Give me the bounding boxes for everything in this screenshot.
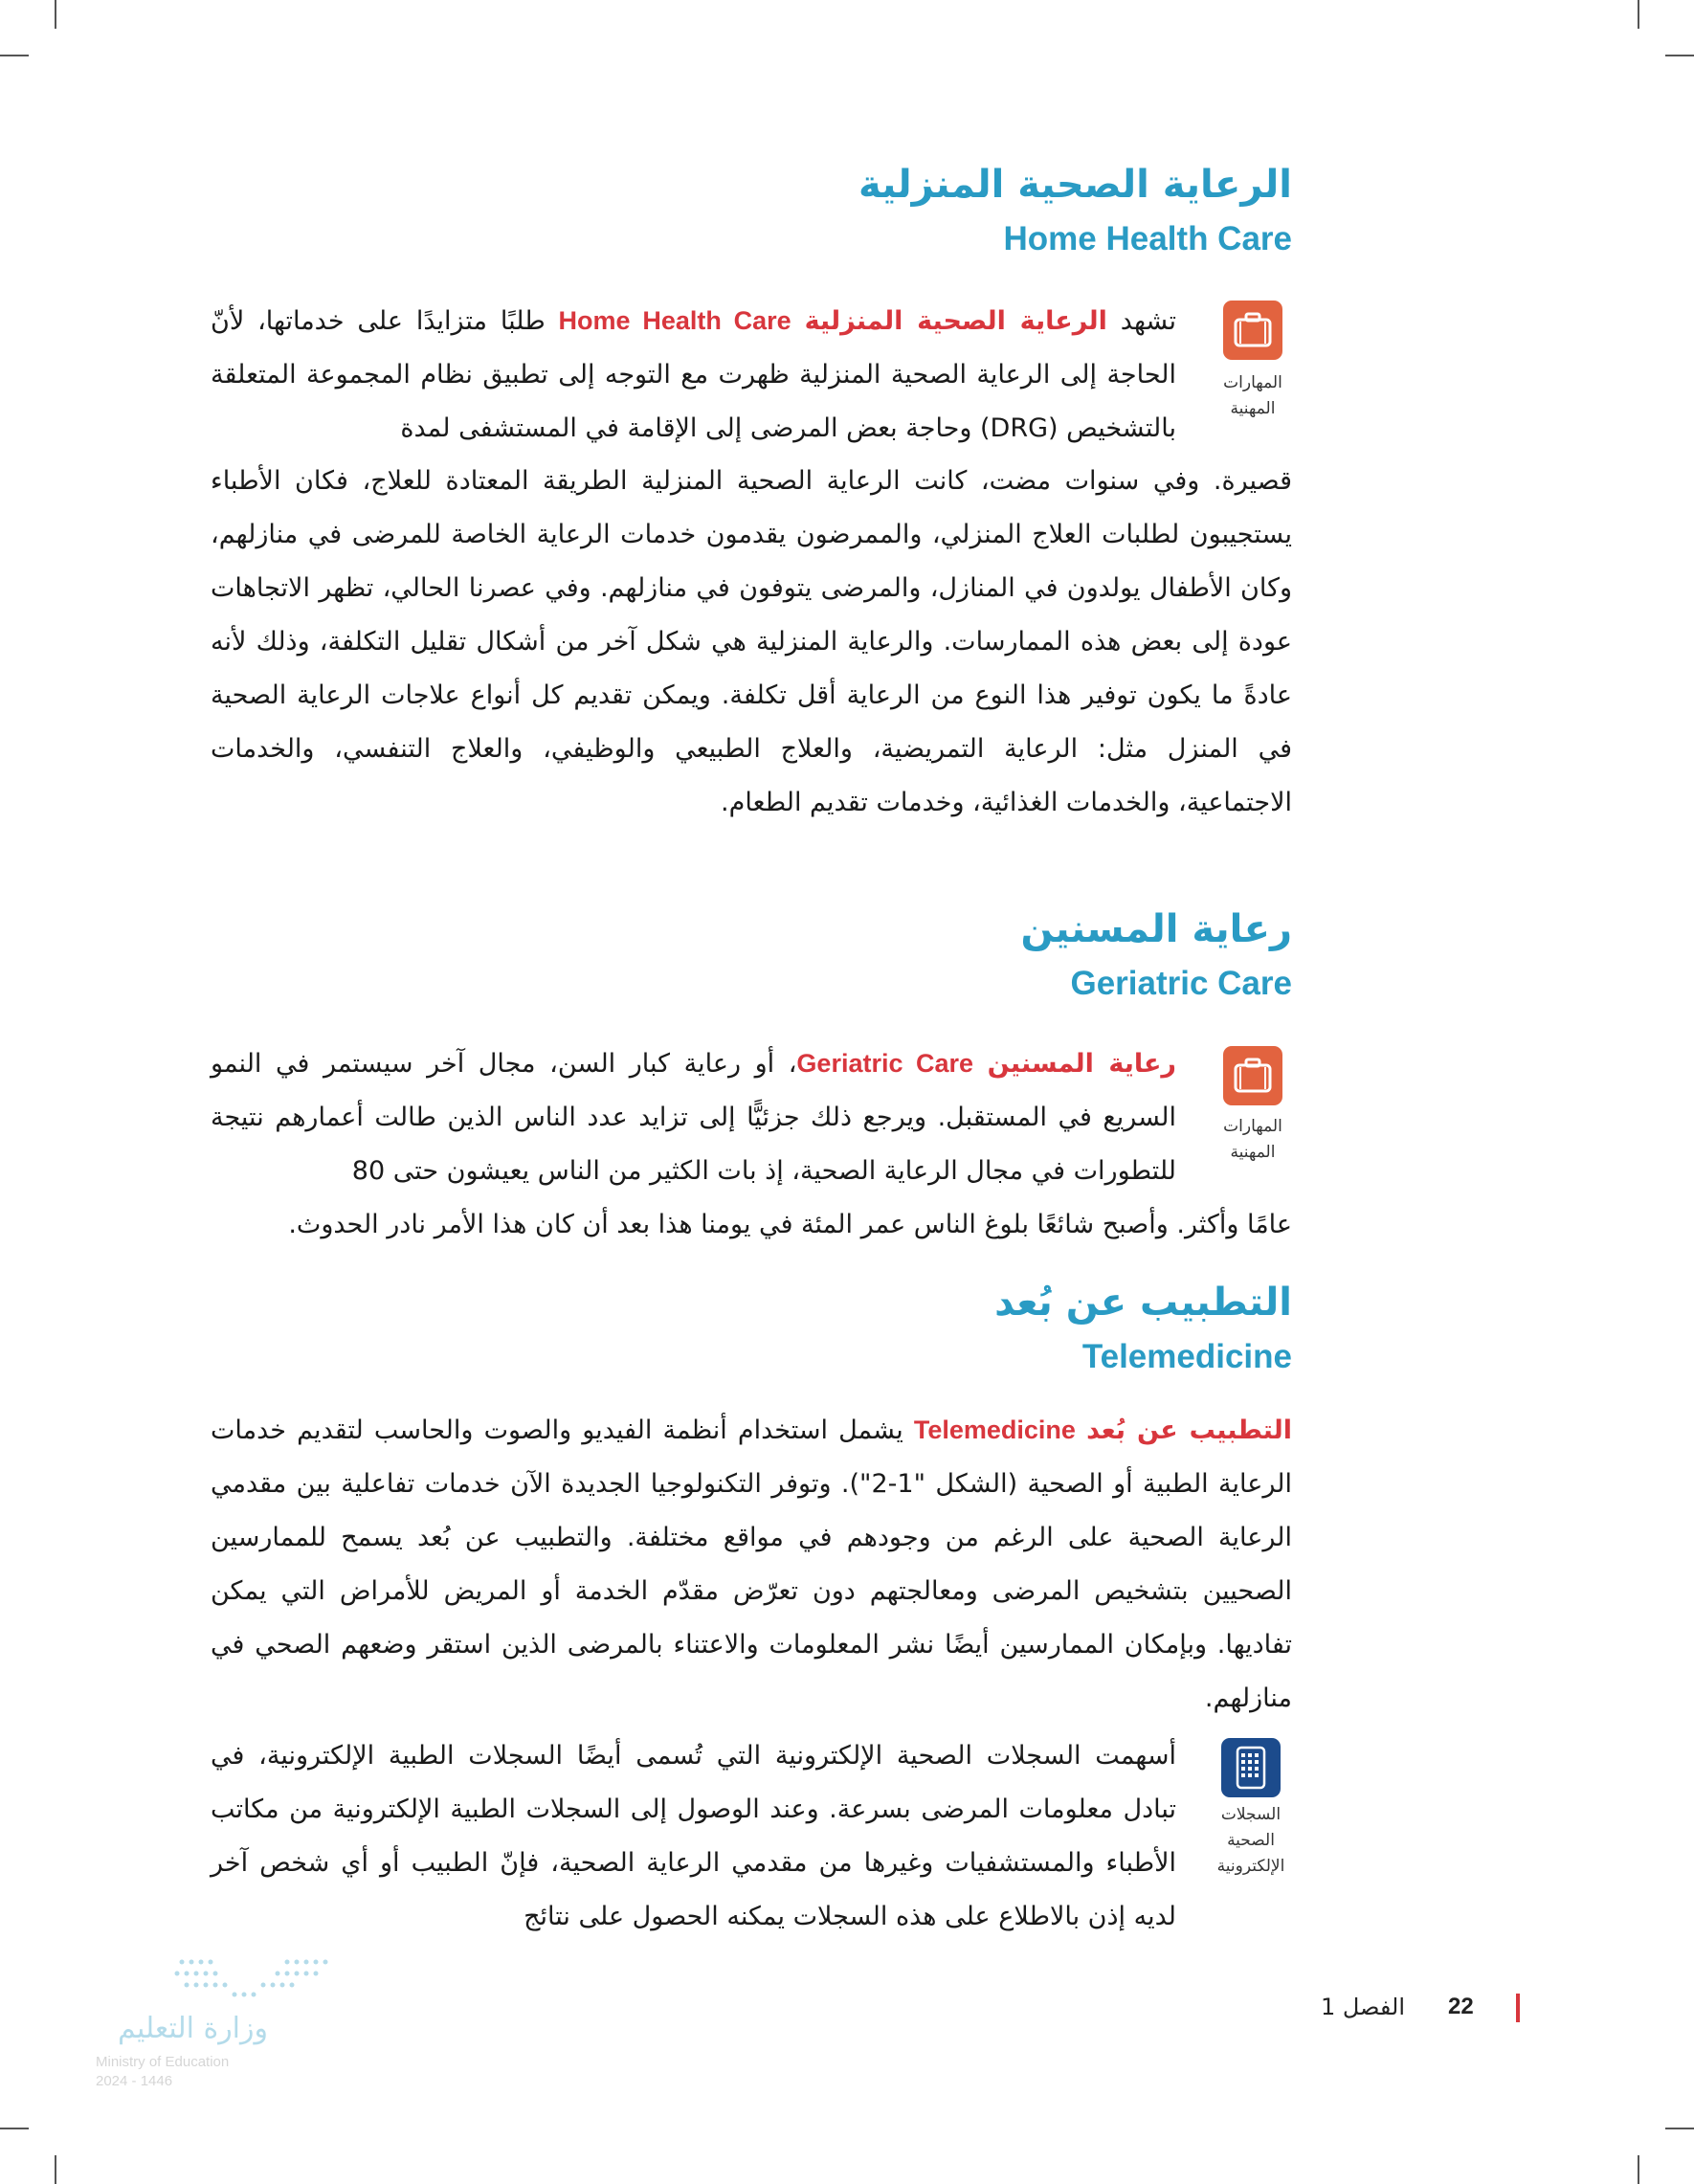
- term-telemedicine-ar: التطبيب عن بُعد: [1086, 1415, 1293, 1445]
- term-geriatric-ar: رعاية المسنين: [987, 1049, 1176, 1079]
- text-span: تشهد: [1106, 306, 1176, 336]
- icon-label-line: المهنية: [1230, 1143, 1276, 1162]
- briefcase-icon: [1223, 301, 1282, 360]
- geriatric-paragraph-cont: عامًا وأكثر. وأصبح شائعًا بلوغ الناس عمر المئة في يومنا هذا بعد أن كان هذا الأمر نادر الحدوث.: [288, 1210, 1292, 1239]
- ministry-dots-icon: [96, 1950, 345, 2008]
- skills-icon-label: [1200, 370, 1305, 422]
- ministry-logo: [96, 1950, 345, 2104]
- icon-label-line: المهارات: [1223, 1117, 1282, 1136]
- ministry-name-ar: وزارة التعليم: [117, 2012, 268, 2045]
- device-grid-icon: [1221, 1738, 1281, 1797]
- crop-mark: [0, 55, 29, 56]
- crop-mark: [0, 2128, 29, 2129]
- section-title-telemedicine-ar: التطبيب عن بُعد: [994, 1281, 1292, 1325]
- page-number: 22: [1448, 1994, 1474, 2019]
- section-title-home-health-en: Home Health Care: [1003, 220, 1292, 257]
- section-title-geriatric-ar: رعاية المسنين: [1020, 907, 1292, 951]
- telemedicine-paragraph: [211, 1403, 1292, 1726]
- ehr-icon-box: [1221, 1738, 1281, 1797]
- crop-mark: [1638, 2155, 1639, 2184]
- crop-mark: [1638, 0, 1639, 29]
- section-title-home-health-ar: الرعاية الصحية المنزلية: [858, 163, 1292, 207]
- ehr-icon-label: [1198, 1802, 1304, 1880]
- geriatric-paragraph-intro: [211, 1036, 1176, 1198]
- ministry-year: 2024 - 1446: [96, 2073, 173, 2089]
- text-span: طلبًا متزايدًا على خدماتها، لأنّ الحاجة إلى الرعاية الصحية المنزلية ظهرت مع التوجه إلى تطبيق نظام المجموعة المتعلقة بالتشخيص (DRG) وحاجة بعض المرضى إلى الإقامة في المستشفى لمدة: [211, 306, 1176, 443]
- crop-mark: [55, 2155, 56, 2184]
- term-geriatric-en: Geriatric Care: [796, 1049, 974, 1078]
- icon-label-line: الإلكترونية: [1216, 1857, 1285, 1876]
- term-home-health-en: Home Health Care: [558, 306, 791, 335]
- chapter-label: الفصل 1: [1320, 1994, 1405, 2020]
- text-span: ، أو رعاية كبار السن، مجال آخر سيستمر في النمو السريع في المستقبل. ويرجع ذلك جزئيًّا إلى تزايد عدد الناس الذين طالت أعمارهم نتيجة للتطورات في مجال الرعاية الصحية، إذ بات الكثير من الناس يعيشون حتى 80: [211, 1049, 1176, 1186]
- skills-icon-box: [1223, 1046, 1282, 1105]
- icon-label-line: المهارات: [1223, 373, 1282, 392]
- text-span: يشمل استخدام أنظمة الفيديو والصوت والحاسب لتقديم خدمات الرعاية الطبية أو الصحية (الشكل "1-2"). وتوفر التكنولوجيا الجديدة الآن خدمات تفاعلية بين مقدمي الرعاية الصحية على الرغم من وجودهم في مواقع مختلفة. والتطبيب عن بُعد يسمح للممارسين الصحيين بتشخيص المرضى ومعالجتهم دون تعرّض مقدّم الخدمة أو المريض للأمراض التي يمكن تفاديها. وبإمكان الممارسين أيضًا نشر المعلومات والاعتناء بالمرضى الذين استقر وضعهم الصحي في منازلهم.: [211, 1415, 1293, 1713]
- crop-mark: [55, 0, 56, 29]
- home-health-paragraph-intro: [211, 294, 1176, 456]
- footer-divider-bar: [1516, 1994, 1520, 2022]
- briefcase-icon: [1223, 1046, 1282, 1105]
- ministry-name-en: Ministry of Education: [96, 2054, 230, 2070]
- skills-icon-label: [1200, 1114, 1305, 1166]
- term-home-health-ar: الرعاية الصحية المنزلية: [804, 306, 1107, 336]
- icon-label-line: الصحية: [1227, 1831, 1275, 1850]
- skills-icon-box: [1223, 301, 1282, 360]
- term-telemedicine-en: Telemedicine: [913, 1415, 1076, 1444]
- icon-label-line: المهنية: [1230, 399, 1276, 418]
- section-title-geriatric-en: Geriatric Care: [1070, 965, 1292, 1002]
- ehr-paragraph: أسهمت السجلات الصحية الإلكترونية التي تُسمى أيضًا السجلات الطبية الإلكترونية، في تبادل معلومات المرضى بسرعة. وعند الوصول إلى السجلات الطبية الإلكترونية من مكاتب الأطباء والمستشفيات وغيرها من مقدمي الرعاية الصحية، فإنّ الطبيب أو أي شخص آخر لديه إذن بالاطلاع على هذه السجلات يمكنه الحصول على نتائج: [211, 1741, 1176, 1931]
- icon-label-line: السجلات: [1220, 1805, 1282, 1824]
- crop-mark: [1665, 2128, 1694, 2129]
- home-health-paragraph-cont: قصيرة. وفي سنوات مضت، كانت الرعاية الصحية المنزلية الطريقة المعتادة للعلاج، فكان الأطباء يستجيبون لطلبات العلاج المنزلي، والممرضون يقدمون خدمات الرعاية الخاصة للمرضى في منازلهم، وكان الأطفال يولدون في المنازل، والمرضى يتوفون في منازلهم. وفي عصرنا الحالي، تظهر الاتجاهات عودة إلى بعض هذه الممارسات. والرعاية المنزلية هي شكل آخر من أشكال تقليل التكلفة، وذلك لأنه عادةً ما يكون توفير هذا النوع من الرعاية أقل تكلفة. ويمكن تقديم كل أنواع علاجات الرعاية الصحية في المنزل مثل: الرعاية التمريضية، والعلاج الطبيعي والوظيفي، والعلاج التنفسي، والخدمات الاجتماعية، والخدمات الغذائية، وخدمات تقديم الطعام.: [211, 466, 1292, 817]
- section-title-telemedicine-en: Telemedicine: [1081, 1338, 1292, 1375]
- crop-mark: [1665, 55, 1694, 56]
